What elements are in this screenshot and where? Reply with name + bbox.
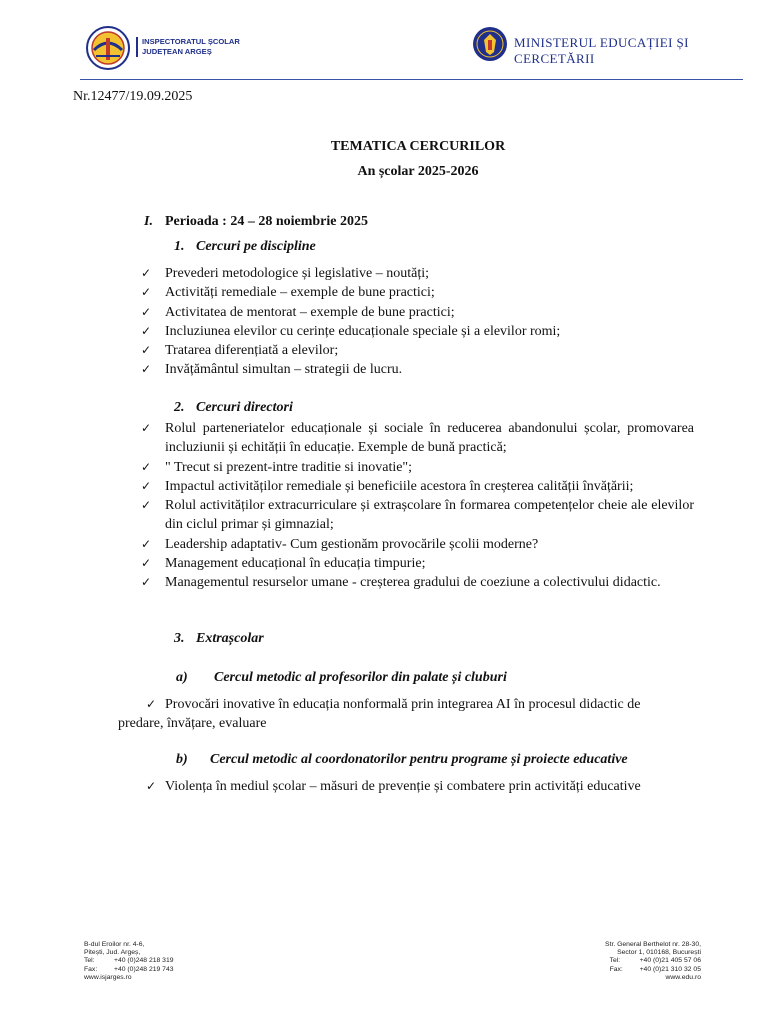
document-subtitle: An școlar 2025-2026 bbox=[357, 164, 479, 179]
footer-left-tel-value: +40 (0)248 218 319 bbox=[114, 957, 174, 965]
footer-left-address1: B-dul Eroilor nr. 4-6, bbox=[84, 941, 145, 948]
list-item bbox=[141, 477, 694, 496]
subsection-2-heading bbox=[174, 400, 293, 416]
list-item-text: Invățământul simultan – strategii de lucru. bbox=[165, 362, 403, 378]
list-item bbox=[141, 264, 694, 283]
footer-ministry-contact bbox=[605, 941, 701, 982]
list-item-text: Leadership adaptativ- Cum gestionăm provocările școlii moderne? bbox=[165, 536, 539, 552]
subsection-1-number: 1. bbox=[174, 239, 185, 254]
list-item bbox=[141, 303, 694, 322]
list-item bbox=[141, 322, 694, 341]
checkmark-icon: ✓ bbox=[141, 285, 152, 300]
subsection-3a-heading bbox=[176, 670, 507, 686]
subsection-3a-label: Cercul metodic al profesorilor din palate și cluburi bbox=[214, 670, 507, 685]
list-item bbox=[141, 573, 694, 592]
section-i-numeral: I. bbox=[144, 214, 153, 229]
subsection-3-label: Extrașcolar bbox=[196, 631, 264, 646]
subsection-2-list bbox=[141, 419, 694, 593]
checkmark-icon: ✓ bbox=[141, 459, 152, 474]
footer-right-tel-label: Tel: bbox=[609, 957, 621, 965]
subsection-3b-label: Cercul metodic al coordonatorilor pentru programe și proiecte educative bbox=[210, 752, 628, 767]
ministry-crest-icon bbox=[472, 26, 508, 62]
list-item bbox=[141, 341, 694, 360]
footer-right-web-link[interactable]: www.edu.ro bbox=[665, 973, 701, 981]
checkmark-icon: ✓ bbox=[146, 697, 157, 711]
checkmark-icon: ✓ bbox=[141, 498, 152, 513]
subsection-2-label: Cercuri directori bbox=[196, 400, 293, 415]
subsection-1-label: Cercuri pe discipline bbox=[196, 239, 316, 254]
subsection-3-heading bbox=[174, 631, 264, 647]
footer-left-address2: Pitești, Jud. Argeș, bbox=[84, 949, 141, 957]
footer-right-fax bbox=[605, 966, 701, 974]
subsection-3b-text bbox=[146, 777, 641, 796]
subsection-3b-heading bbox=[176, 752, 628, 768]
subsection-3a-letter: a) bbox=[176, 670, 188, 685]
isj-name-line2: JUDEȚEAN ARGEȘ bbox=[142, 47, 212, 56]
subsection-1-heading bbox=[174, 239, 316, 255]
list-item bbox=[141, 419, 694, 458]
footer-left-fax bbox=[84, 966, 174, 974]
subsection-3a-text bbox=[146, 695, 640, 714]
footer-left-fax-label: Fax: bbox=[84, 965, 98, 973]
list-item bbox=[141, 283, 694, 302]
subsection-3-number: 3. bbox=[174, 631, 185, 646]
isj-arges-logo-icon bbox=[86, 26, 130, 70]
checkmark-icon: ✓ bbox=[141, 323, 152, 338]
footer-right-address2: Sector 1, 010168, București bbox=[617, 949, 701, 957]
list-item bbox=[141, 535, 694, 554]
subsection-3b-line: Violența în mediul școlar – măsuri de prevenție și combatere prin activități educative bbox=[165, 779, 641, 794]
ministry-name: MINISTERUL EDUCAȚIEI ȘI CERCETĂRII bbox=[514, 35, 689, 66]
checkmark-icon: ✓ bbox=[141, 421, 152, 435]
list-item-text: Incluziunea elevilor cu cerințe educaționale speciale și a elevilor romi; bbox=[165, 323, 561, 339]
checkmark-icon: ✓ bbox=[141, 556, 152, 571]
checkmark-icon: ✓ bbox=[141, 304, 152, 319]
footer-right-address1: Str. General Berthelot nr. 28-30, bbox=[605, 941, 701, 948]
list-item-text: Prevederi metodologice și legislative – noutăți; bbox=[165, 266, 429, 281]
footer-right-fax-value: +40 (0)21 310 32 05 bbox=[639, 965, 701, 973]
checkmark-icon: ✓ bbox=[141, 478, 152, 493]
footer-right-tel-value: +40 (0)21 405 57 06 bbox=[639, 957, 701, 965]
list-item-text: " Trecut si prezent-intre traditie si inovatie"; bbox=[165, 459, 413, 475]
list-item-text: Activități remediale – exemple de bune practici; bbox=[165, 285, 435, 301]
document-title: TEMATICA CERCURILOR bbox=[330, 139, 506, 154]
footer-left-fax-value: +40 (0)248 219 743 bbox=[114, 965, 174, 973]
checkmark-icon: ✓ bbox=[141, 266, 152, 280]
list-item-text: Activitatea de mentorat – exemple de bune practici; bbox=[165, 304, 455, 320]
isj-name-line1: INSPECTORATUL ȘCOLAR bbox=[142, 37, 240, 46]
subsection-1-list bbox=[141, 264, 694, 380]
list-item bbox=[141, 554, 694, 573]
subsection-3a-line1: Provocări inovative în educația nonformală prin integrarea AI în procesul didactic de bbox=[165, 697, 641, 712]
footer-right-tel bbox=[605, 957, 701, 965]
list-item bbox=[141, 360, 694, 379]
list-item-text: Rolul activităților extracurriculare și extrașcolare în formarea competențelor cheie ale elevilor din ciclul primar și gimnazial; bbox=[165, 498, 694, 533]
footer-right-fax-label: Fax: bbox=[609, 965, 623, 973]
list-item-text: Rolul parteneriatelor educaționale și sociale în reducerea abandonului școlar, promovarea incluziunii și echității în educație. Exemple de bună practică; bbox=[165, 421, 694, 456]
footer-isj-contact bbox=[84, 941, 174, 982]
footer-left-tel bbox=[84, 957, 174, 965]
list-item-text: Management educațional în educația timpurie; bbox=[165, 556, 426, 572]
header-divider bbox=[80, 79, 743, 80]
subsection-2-number: 2. bbox=[174, 400, 185, 415]
list-item bbox=[141, 458, 694, 477]
registration-number: Nr.12477/19.09.2025 bbox=[73, 89, 193, 104]
list-item-text: Managementul resurselor umane - creșterea gradului de coeziune a colectivului didactic. bbox=[165, 575, 661, 591]
list-item-text: Impactul activităților remediale și beneficiile acestora în creșterea calității învățării; bbox=[165, 478, 634, 494]
footer-left-web-link[interactable]: www.isjarges.ro bbox=[84, 973, 132, 981]
checkmark-icon: ✓ bbox=[141, 536, 152, 551]
checkmark-icon: ✓ bbox=[141, 575, 152, 590]
checkmark-icon: ✓ bbox=[141, 343, 152, 358]
footer-left-tel-label: Tel: bbox=[84, 957, 95, 965]
section-i-heading bbox=[144, 214, 368, 230]
checkmark-icon: ✓ bbox=[146, 779, 157, 793]
section-i-label: Perioada : 24 – 28 noiembrie 2025 bbox=[165, 214, 368, 229]
checkmark-icon: ✓ bbox=[141, 362, 152, 377]
isj-name bbox=[136, 37, 240, 57]
subsection-3b-letter: b) bbox=[176, 752, 188, 767]
subsection-3a-line2: predare, învățare, evaluare bbox=[118, 716, 267, 731]
list-item bbox=[141, 496, 694, 535]
list-item-text: Tratarea diferențiată a elevilor; bbox=[165, 343, 339, 359]
